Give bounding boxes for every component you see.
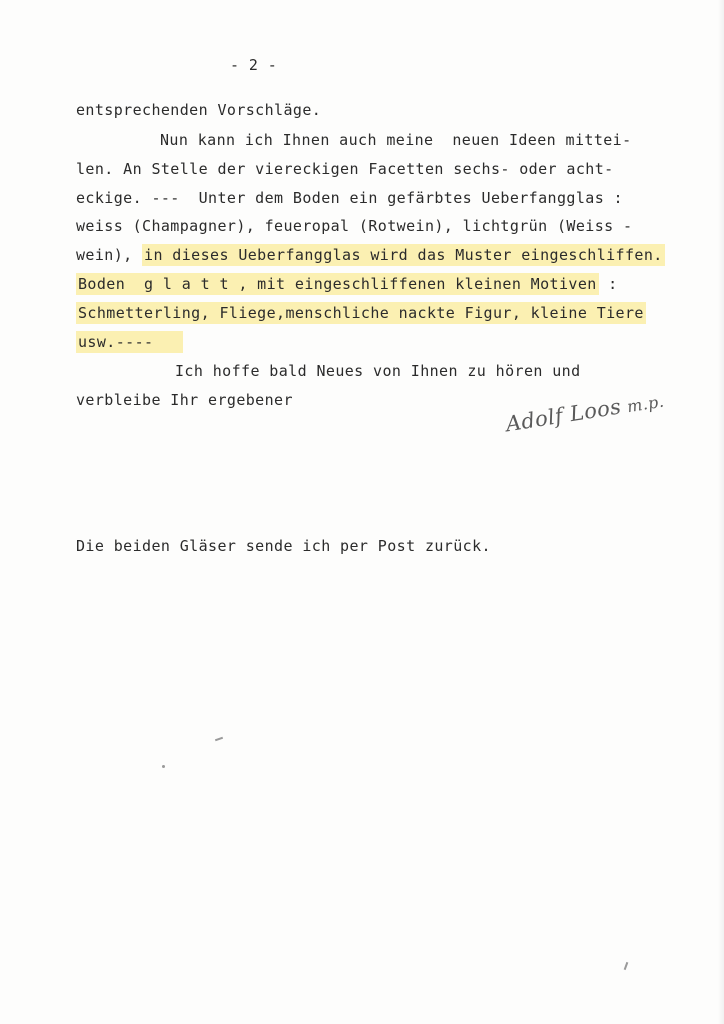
text-line-6-start: wein), (76, 246, 143, 264)
page-edge-shadow (718, 0, 724, 1024)
highlighted-text: usw.---- (76, 331, 183, 353)
text-line-9 (76, 332, 183, 352)
text-line-8 (76, 303, 646, 323)
text-line-2: Nun kann ich Ihnen auch meine neuen Ideen mittei- (160, 131, 632, 149)
text-line-6 (76, 245, 665, 265)
text-line-5: weiss (Champagner), feueropal (Rotwein), lichtgrün (Weiss - (76, 217, 633, 235)
handwritten-signature (504, 388, 665, 437)
text-line-7-end: : (598, 275, 618, 293)
text-line-7 (76, 274, 618, 294)
highlighted-text: Boden g l a t t , mit eingeschliffenen kleinen Motiven (78, 275, 597, 293)
signature-name: Adolf Loos (504, 394, 623, 437)
text-line-10: Ich hoffe bald Neues von Ihnen zu hören und (175, 362, 581, 380)
page-number: - 2 - (230, 56, 278, 74)
text-line-11: verbleibe Ihr ergebener (76, 391, 293, 409)
paper-speck (162, 765, 165, 768)
text-line-4: eckige. --- Unter dem Boden ein gefärbtes Ueberfangglas : (76, 189, 623, 207)
signature-suffix: m.p. (625, 391, 666, 417)
highlighted-text: Schmetterling, Fliege,menschliche nackte Figur, kleine Tiere (78, 304, 644, 322)
highlighted-text: in dieses Ueberfangglas wird das Muster eingeschliffen. (144, 246, 663, 264)
paper-speck (215, 737, 223, 742)
postscript-line: Die beiden Gläser sende ich per Post zurück. (76, 537, 491, 555)
paper-speck (624, 962, 629, 970)
text-line-3: len. An Stelle der viereckigen Facetten sechs- oder acht- (76, 160, 614, 178)
text-line-1: entsprechenden Vorschläge. (76, 101, 322, 119)
